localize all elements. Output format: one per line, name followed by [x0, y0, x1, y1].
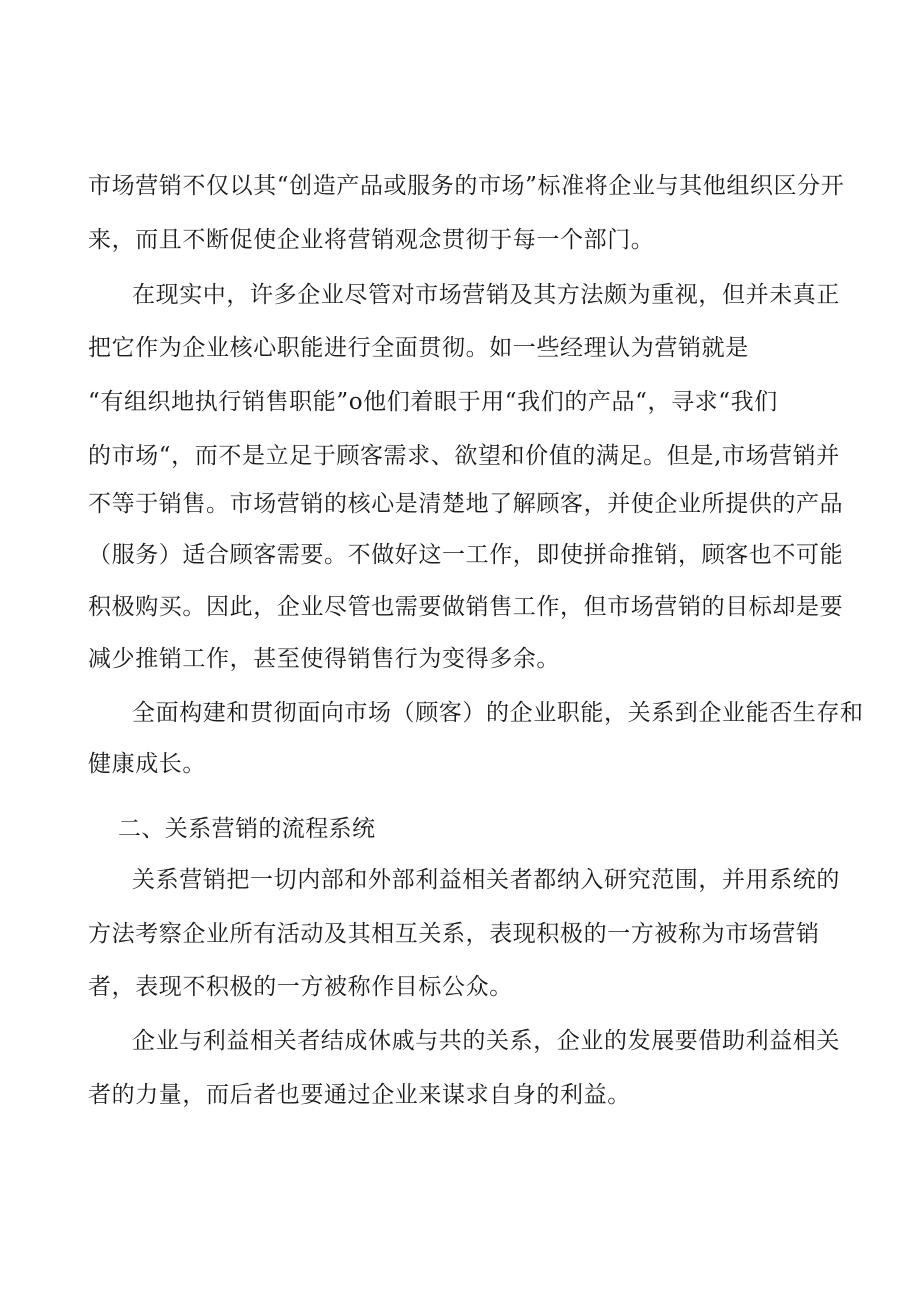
paragraph-line: 关系营销把一切内部和外部利益相关者都纳入研究范围，并用系统的 [132, 867, 840, 893]
paragraph-line: 者，表现不积极的一方被称作目标公众。 [88, 974, 513, 1000]
paragraph-line: 积极购买。因此，企业尽管也需要做销售工作，但市场营销的目标却是要 [88, 594, 844, 620]
paragraph-line: 健康成长。 [88, 751, 206, 777]
section-heading: 二、关系营销的流程系统 [118, 816, 376, 842]
paragraph-line: “有组织地执行销售职能”o他们着眼于用“我们的产品“，寻求“我们 [88, 389, 778, 415]
paragraph-line: 者的力量，而后者也要通过企业来谋求自身的利益。 [88, 1082, 631, 1108]
paragraph-line: 企业与利益相关者结成休戚与共的关系，企业的发展要借助利益相关 [132, 1028, 840, 1054]
paragraph-line: 不等于销售。市场营销的核心是清楚地了解顾客，并使企业所提供的产品 [88, 491, 844, 517]
paragraph-line: 市场营销不仅以其“创造产品或服务的市场”标准将企业与其他组织区分开 [88, 173, 845, 199]
paragraph-line: （服务）适合顾客需要。不做好这一工作，即使拼命推销，顾客也不可能 [88, 542, 844, 568]
paragraph-line: 的市场“，而不是立足于顾客需求、欲望和价值的满足。但是,市场营销并 [88, 443, 840, 469]
paragraph-line: 在现实中，许多企业尽管对市场营销及其方法颇为重视，但并未真正 [132, 282, 840, 308]
paragraph-line: 来，而且不断促使企业将营销观念贯彻于每一个部门。 [88, 227, 655, 253]
paragraph-line: 减少推销工作，甚至使得销售行为变得多余。 [88, 646, 560, 672]
paragraph-line: 把它作为企业核心职能进行全面贯彻。如一些经理认为营销就是 [88, 335, 749, 361]
paragraph-line: 方法考察企业所有活动及其相互关系，表现积极的一方被称为市场营销 [88, 921, 820, 947]
paragraph-line: 全面构建和贯彻面向市场（顾客）的企业职能，关系到企业能否生存和 [132, 700, 864, 726]
